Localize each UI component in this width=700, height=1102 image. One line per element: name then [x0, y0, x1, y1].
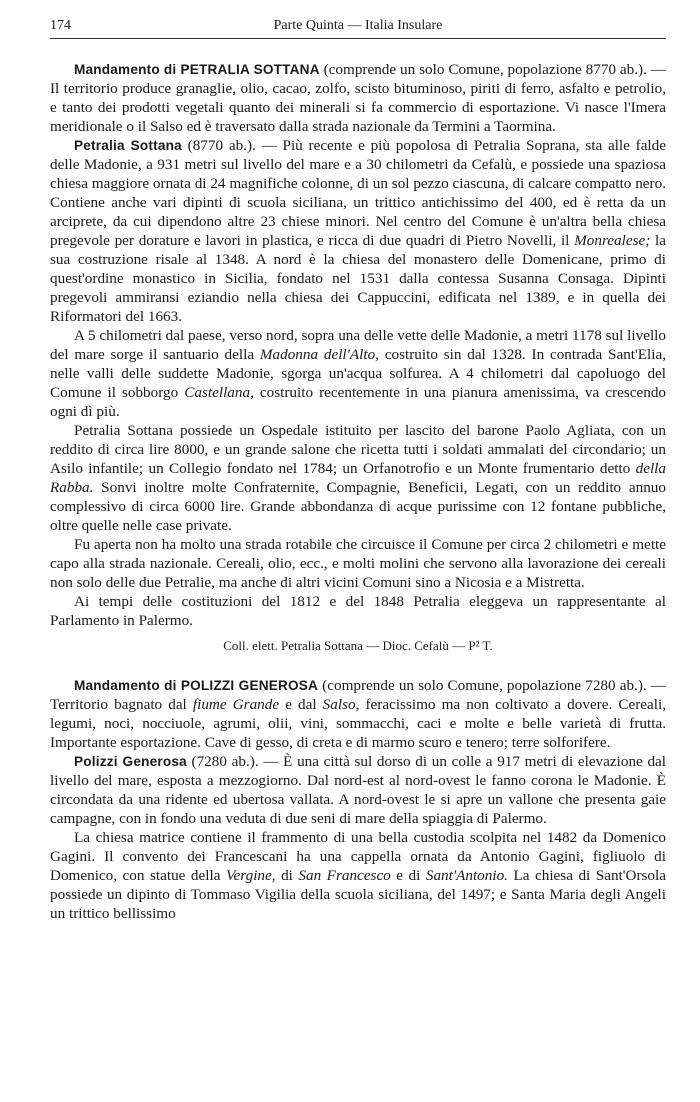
paragraph-polizzi-generosa: Polizzi Generosa (7280 ab.). — È una città sul dorso di un colle a 917 metri di elevazione dal livello del mare, esposta a mezzogiorno. Dal nord-est al nord-ovest le fanno corona le Madonie. È circondata da una ridente ed ubertosa vallata. A nord-ovest le si apre un vallone che presenta gaie campagne, con in fondo una veduta di due seni di mare della spiaggia di Palermo.: [50, 753, 666, 827]
mandamento-title: Mandamento di POLIZZI GENEROSA: [74, 678, 319, 693]
paragraph-petralia-sottana: Petralia Sottana (8770 ab.). — Più recente e più popolosa di Petralia Soprana, sta alle falde delle Madonie, a 931 metri sul livello del mare e a 30 chilometri da Cefalù, e possiede una spaziosa chiesa maggiore ornata di 24 magnifiche colonne, di un sol pezzo ciascuna, di calcare compatto nero. Contiene anche vari dipinti di scuola siciliana, un trittico antichissimo del 400, ed è retta da un arciprete, da cui dipendono altre 23 chiese minori. Nel centro del Comune è un'altra bella chiesa pregevole per dorature e lavori in plastica, e ricca di due quadri di Pietro Novelli, il Monrealese; la sua costruzione risale al 1348. A nord è la chiesa del monastero delle Domenicane, primo di quest'ordine monastico in Sicilia, fondato nel 1531 dalla contessa Susanna Consaga. Dipinti pregevoli ammiransi eziandio nella chiesa dei Cappuccini, edificata nel 1389, e in quella dei Riformatori del 1663.: [50, 137, 666, 325]
town-title: Polizzi Generosa: [74, 754, 187, 769]
paragraph-parlamento: Ai tempi delle costituzioni del 1812 e del 1848 Petralia eleggeva un rappresentante al Parlamento in Palermo.: [50, 593, 666, 629]
running-title: Parte Quinta — Italia Insulare: [273, 18, 443, 33]
paragraph-strada: Fu aperta non ha molto una strada rotabile che circuisce il Comune per circa 2 chilometri e mette capo alla strada nazionale. Cereali, olio, ecc., e molti molini che servono alla lavorazione dei cereali non solo delle due Petralie, ma anche di altri vicini Comuni sino a Nicosia e a Mistretta.: [50, 536, 666, 591]
paragraph-mandamento-petralia: Mandamento di PETRALIA SOTTANA (comprende un solo Comune, popolazione 8770 ab.). — Il territorio produce granaglie, olio, cacao, zolfo, scisto bituminoso, piriti di ferro, asfalto e petrolio, e tanto dei prodotti vegetali quanto dei minerali si fa commercio di esportazione. Vi nasce l'Imera meridionale o il Salso ed è traversato dalla strada nazionale da Termini a Taormina.: [50, 61, 666, 135]
book-page: [50, 18, 666, 923]
page-header: [50, 18, 666, 39]
collegio-line: Coll. elett. Petralia Sottana — Dioc. Cefalù — P² T.: [223, 638, 493, 653]
page-number: 174: [50, 18, 71, 33]
page-body: [50, 60, 666, 923]
paragraph-ospedale: Petralia Sottana possiede un Ospedale istituito per lascito del barone Paolo Agliata, con un reddito di circa lire 8000, e un grande salone che ricetta tutti i soldati ammalati del circondario; un Asilo infantile; un Collegio fondato nel 1784; un Orfanotrofio e un Monte frumentario detto della Rabba. Sonvi inoltre molte Confraternite, Compagnie, Beneficii, Legati, con un reddito annuo complessivo di circa 6000 lire. Grande abbondanza di acque purissime con 12 fontane pubbliche, oltre quelle nelle case private.: [50, 422, 666, 534]
town-title: Petralia Sottana: [74, 138, 182, 153]
paragraph-chiesa-matrice: La chiesa matrice contiene il frammento di una bella custodia scolpita nel 1482 da Domenico Gagini. Il convento dei Francescani ha una cappella ornata da Antonio Gagini, figliuolo di Domenico, con statue della Vergine, di San Francesco e di Sant'Antonio. La chiesa di Sant'Orsola possiede un dipinto di Tommaso Vigilia della scuola siciliana, del 1497; e Santa Maria degli Angeli un trittico bellissimo: [50, 829, 666, 922]
mandamento-title: Mandamento di PETRALIA SOTTANA: [74, 62, 320, 77]
paragraph-mandamento-polizzi: Mandamento di POLIZZI GENEROSA (comprende un solo Comune, popolazione 7280 ab.). — Territorio bagnato dal fiume Grande e dal Salso, feracissimo ma non coltivato a dovere. Cereali, legumi, noci, nocciuole, agrumi, olii, vini, sommacchi, caci e molte e belle varietà di frutta. Importante esportazione. Cave di gesso, di creta e di marmo scuro e tenero; terre solforifere.: [50, 677, 666, 751]
paragraph-santuario: A 5 chilometri dal paese, verso nord, sopra una delle vette delle Madonie, a metri 1178 sul livello del mare sorge il santuario della Madonna dell'Alto, costruito sin dal 1328. In contrada Sant'Elia, nelle valli delle suddette Madonie, sgorga un'acqua solfurea. A 4 chilometri dal capoluogo del Comune il sobborgo Castellana, costruito recentemente in una pianura amenissima, va crescendo ogni dì più.: [50, 327, 667, 420]
